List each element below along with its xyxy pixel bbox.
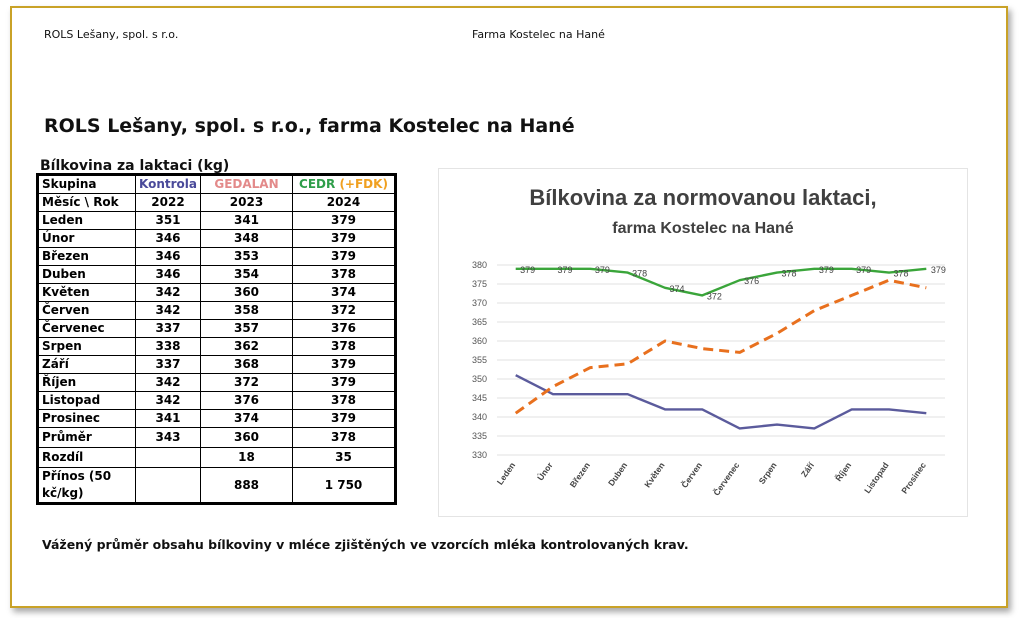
value-2023: 353 xyxy=(201,248,293,266)
value-2023: 360 xyxy=(201,428,293,448)
table-row xyxy=(39,410,395,428)
x-tick-label: Prosinec xyxy=(899,460,928,496)
y-tick-label: 355 xyxy=(471,355,487,365)
header-company: ROLS Lešany, spol. s r.o. xyxy=(44,28,179,41)
table-row xyxy=(39,392,395,410)
value-2024: 1 750 xyxy=(293,468,395,503)
row-label: Březen xyxy=(39,248,136,266)
protein-line-chart xyxy=(439,169,967,516)
header-cedr-text: CEDR xyxy=(299,177,336,191)
data-label: 379 xyxy=(557,264,573,275)
chart-title: Bílkovina za normovanou laktaci, xyxy=(529,185,877,210)
x-tick-label: Květen xyxy=(642,460,667,490)
data-label: 379 xyxy=(930,264,946,275)
x-tick-label: Únor xyxy=(535,460,555,483)
row-label: Rozdíl xyxy=(39,448,136,468)
data-label: 374 xyxy=(669,283,685,294)
average-row xyxy=(39,428,395,448)
table-row xyxy=(39,320,395,338)
value-2024: 379 xyxy=(293,248,395,266)
value-2022: 342 xyxy=(136,374,201,392)
row-label: Leden xyxy=(39,212,136,230)
y-tick-label: 345 xyxy=(471,393,487,403)
value-2023: 357 xyxy=(201,320,293,338)
y-tick-label: 330 xyxy=(471,450,487,460)
table-row xyxy=(39,374,395,392)
chart-subtitle: farma Kostelec na Hané xyxy=(612,220,794,237)
row-label: Duben xyxy=(39,266,136,284)
value-2024: 378 xyxy=(293,338,395,356)
x-tick-label: Červen xyxy=(679,460,704,490)
header-group-gedalan: GEDALAN xyxy=(201,176,293,194)
value-2022 xyxy=(136,468,201,503)
table-row xyxy=(39,284,395,302)
table-row xyxy=(39,338,395,356)
value-2022: 351 xyxy=(136,212,201,230)
header-farm: Farma Kostelec na Hané xyxy=(472,28,605,41)
y-tick-label: 370 xyxy=(471,298,487,308)
data-label: 376 xyxy=(744,276,760,287)
data-label: 379 xyxy=(520,264,536,275)
table-row xyxy=(39,248,395,266)
value-2023: 374 xyxy=(201,410,293,428)
header-label-group: Skupina xyxy=(39,176,136,194)
value-2023: 341 xyxy=(201,212,293,230)
data-label: 378 xyxy=(632,268,648,279)
value-2023: 348 xyxy=(201,230,293,248)
table-caption: Bílkovina za laktaci (kg) xyxy=(40,158,230,174)
x-tick-label: Říjen xyxy=(833,460,854,484)
x-tick-label: Červenec xyxy=(711,460,742,498)
data-label: 379 xyxy=(818,264,834,275)
page-title: ROLS Lešany, spol. s r.o., farma Kostelec na Hané xyxy=(44,115,575,137)
value-2023: 362 xyxy=(201,338,293,356)
x-tick-label: Srpen xyxy=(756,460,779,486)
x-tick-label: Leden xyxy=(494,460,518,487)
header-label-month-year: Měsíc \ Rok xyxy=(39,194,136,212)
value-2024: 378 xyxy=(293,266,395,284)
value-2023: 372 xyxy=(201,374,293,392)
difference-row xyxy=(39,448,395,468)
value-2022: 346 xyxy=(136,266,201,284)
row-label: Listopad xyxy=(39,392,136,410)
header-year-2022: 2022 xyxy=(136,194,201,212)
value-2022: 346 xyxy=(136,230,201,248)
value-2024: 374 xyxy=(293,284,395,302)
table-row xyxy=(39,302,395,320)
value-2023: 368 xyxy=(201,356,293,374)
row-label: Květen xyxy=(39,284,136,302)
row-label: Září xyxy=(39,356,136,374)
row-label: Červenec xyxy=(39,320,136,338)
row-label: Průměr xyxy=(39,428,136,448)
x-tick-label: Duben xyxy=(605,460,630,488)
value-2024: 372 xyxy=(293,302,395,320)
value-2023: 354 xyxy=(201,266,293,284)
chart-container xyxy=(438,168,968,517)
value-2022: 343 xyxy=(136,428,201,448)
value-2024: 379 xyxy=(293,410,395,428)
value-2022: 341 xyxy=(136,410,201,428)
gain-row xyxy=(39,468,395,503)
table-row xyxy=(39,266,395,284)
value-2024: 379 xyxy=(293,356,395,374)
row-label: Přínos (50 kč/kg) xyxy=(39,468,136,503)
y-tick-label: 380 xyxy=(471,260,487,270)
table-row xyxy=(39,356,395,374)
value-2023: 18 xyxy=(201,448,293,468)
value-2023: 358 xyxy=(201,302,293,320)
data-label: 372 xyxy=(706,291,722,302)
value-2022: 342 xyxy=(136,392,201,410)
value-2022: 342 xyxy=(136,302,201,320)
footnote: Vážený průměr obsahu bílkoviny v mléce zjištěných ve vzorcích mléka kontrolovaných krav. xyxy=(42,537,689,552)
row-label: Říjen xyxy=(39,374,136,392)
value-2024: 379 xyxy=(293,212,395,230)
row-label: Červen xyxy=(39,302,136,320)
protein-table xyxy=(38,175,395,503)
y-tick-label: 340 xyxy=(471,412,487,422)
table-year-row xyxy=(39,194,395,212)
table-row xyxy=(39,212,395,230)
value-2023: 360 xyxy=(201,284,293,302)
value-2022: 337 xyxy=(136,356,201,374)
x-tick-label: Září xyxy=(798,460,816,479)
y-tick-label: 335 xyxy=(471,431,487,441)
data-label: 378 xyxy=(781,268,797,279)
value-2022 xyxy=(136,448,201,468)
x-tick-label: Listopad xyxy=(862,460,891,496)
data-label: 379 xyxy=(594,264,610,275)
value-2023: 888 xyxy=(201,468,293,503)
series-line-2022 xyxy=(516,375,927,428)
row-label: Srpen xyxy=(39,338,136,356)
data-label: 378 xyxy=(893,268,909,279)
header-fdk-text: (+FDK) xyxy=(335,177,388,191)
value-2023: 376 xyxy=(201,392,293,410)
table-header-row xyxy=(39,176,395,194)
value-2024: 378 xyxy=(293,392,395,410)
y-tick-label: 375 xyxy=(471,279,487,289)
table-row xyxy=(39,230,395,248)
y-tick-label: 360 xyxy=(471,336,487,346)
value-2022: 342 xyxy=(136,284,201,302)
value-2024: 35 xyxy=(293,448,395,468)
row-label: Únor xyxy=(39,230,136,248)
value-2024: 379 xyxy=(293,374,395,392)
value-2024: 379 xyxy=(293,230,395,248)
value-2024: 378 xyxy=(293,428,395,448)
y-tick-label: 365 xyxy=(471,317,487,327)
header-group-kontrola: Kontrola xyxy=(136,176,201,194)
row-label: Prosinec xyxy=(39,410,136,428)
data-label: 379 xyxy=(856,264,872,275)
header-group-cedr xyxy=(293,176,395,194)
value-2022: 338 xyxy=(136,338,201,356)
header-year-2023: 2023 xyxy=(201,194,293,212)
x-tick-label: Březen xyxy=(567,460,592,490)
value-2022: 337 xyxy=(136,320,201,338)
value-2022: 346 xyxy=(136,248,201,266)
y-tick-label: 350 xyxy=(471,374,487,384)
header-year-2024: 2024 xyxy=(293,194,395,212)
value-2024: 376 xyxy=(293,320,395,338)
